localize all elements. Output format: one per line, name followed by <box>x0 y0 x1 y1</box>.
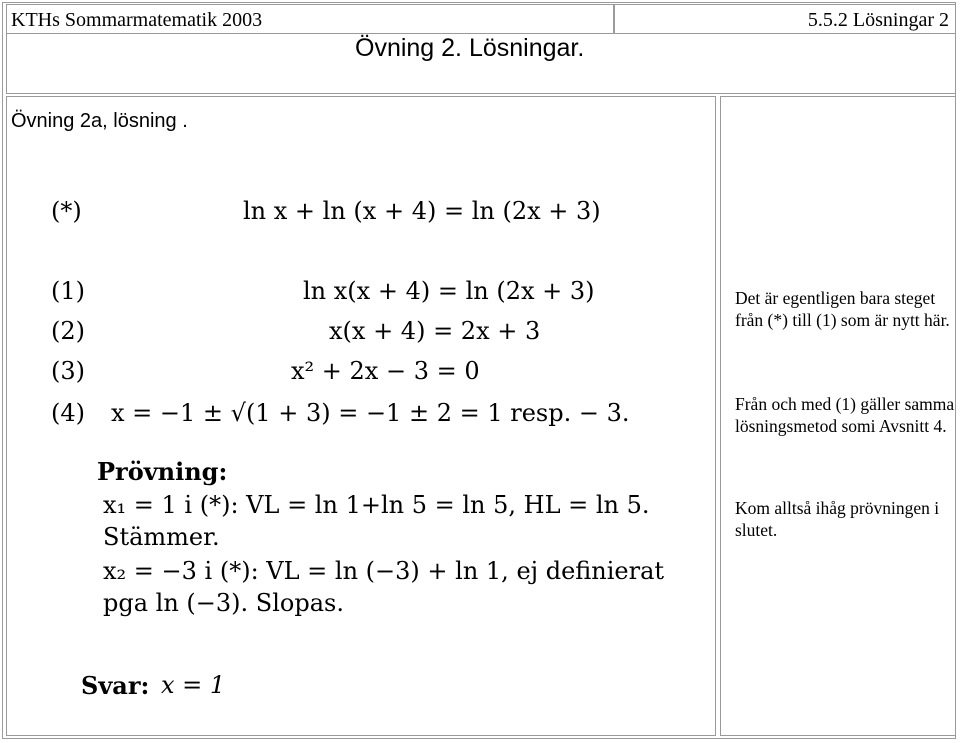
equation-label-3: (3) <box>51 357 85 385</box>
equation-label-star: (*) <box>51 197 82 225</box>
answer-label: Svar: <box>81 671 150 700</box>
equation-star: ln x + ln (x + 4) = ln (2x + 3) <box>243 197 601 225</box>
solution-panel <box>6 96 716 736</box>
equation-label-1: (1) <box>51 277 85 305</box>
section-title: 5.5.2 Lösningar 2 <box>807 9 949 31</box>
check-line-2: Stämmer. <box>103 523 220 551</box>
header-left-cell <box>6 4 614 34</box>
answer-value: x = 1 <box>161 671 226 699</box>
course-title: KTHs Sommarmatematik 2003 <box>11 9 263 31</box>
equation-1: ln x(x + 4) = ln (2x + 3) <box>303 277 595 305</box>
equation-label-2: (2) <box>51 317 85 345</box>
check-line-1: x₁ = 1 i (*): VL = ln 1+ln 5 = ln 5, HL = ln 5. <box>103 491 650 519</box>
header-right-cell <box>614 4 956 34</box>
check-line-3: x₂ = −3 i (*): VL = ln (−3) + ln 1, ej definierat <box>103 557 665 585</box>
solution-title: Övning 2a, lösning . <box>11 110 188 132</box>
notes-panel <box>720 96 956 736</box>
equation-4: x = −1 ± √(1 + 3) = −1 ± 2 = 1 resp. − 3. <box>111 399 630 427</box>
equation-2: x(x + 4) = 2x + 3 <box>329 317 541 345</box>
title-row <box>6 34 956 94</box>
note-1: Det är egentligen bara steget från (*) till (1) som är nytt här. <box>735 288 950 330</box>
note-3: Kom alltså ihåg prövningen i slutet. <box>735 498 940 540</box>
check-heading: Prövning: <box>97 457 228 486</box>
page-title: Övning 2. Lösningar. <box>355 34 585 62</box>
check-line-4: pga ln (−3). Slopas. <box>103 589 344 617</box>
equation-label-4: (4) <box>51 399 85 427</box>
note-2: Från och med (1) gäller samma lösningsmetod somi Avsnitt 4. <box>735 394 955 436</box>
equation-3: x² + 2x − 3 = 0 <box>291 357 480 385</box>
